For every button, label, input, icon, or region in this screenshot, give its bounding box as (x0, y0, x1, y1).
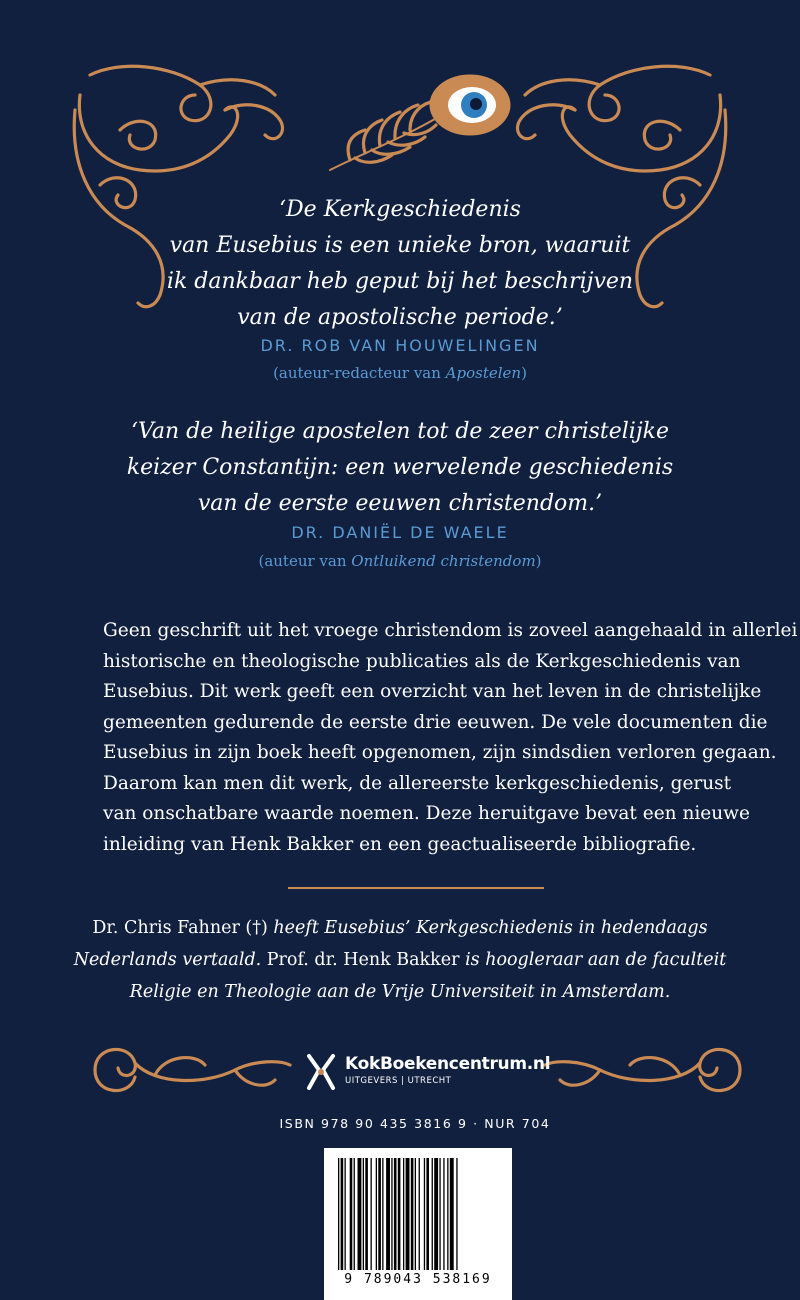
quote-1-line: van de apostolische periode.’ (237, 305, 563, 330)
barcode-bar (382, 1158, 383, 1270)
barcode-bar (354, 1158, 355, 1270)
translator-bio (0, 912, 800, 1008)
barcode-bar (426, 1158, 429, 1270)
barcode-bar (411, 1158, 414, 1270)
barcode (324, 1148, 512, 1300)
barcode-bars (338, 1158, 504, 1270)
barcode-bar (434, 1158, 438, 1270)
barcode-bar (358, 1158, 362, 1270)
isbn-line: ISBN 978 90 435 3816 9 · NUR 704 (279, 1116, 551, 1131)
bio-line (0, 944, 800, 976)
barcode-bar (398, 1158, 401, 1270)
quote-1-line: van Eusebius is een unieke bron, waaruit (169, 233, 631, 258)
barcode-bar (363, 1158, 364, 1270)
barcode-bar (376, 1158, 377, 1270)
role-prefix: (auteur-redacteur van (273, 364, 446, 382)
description-line: gemeenten gedurende de eerste drie eeuwen. De vele documenten die (103, 711, 768, 733)
quote-1 (0, 192, 800, 336)
bio-text-italic: Religie en Theologie aan de Vrije Universiteit in Amsterdam. (129, 982, 671, 1002)
quote-2-role (0, 552, 800, 570)
flourish-ornament-bottom-left (85, 1035, 295, 1105)
bio-line (0, 976, 800, 1008)
barcode-bar (403, 1158, 404, 1270)
bio-text: Prof. dr. Henk Bakker (261, 950, 466, 970)
barcode-bar (432, 1158, 433, 1270)
quote-2-line: ‘Van de heilige apostelen tot de zeer christelijke (130, 419, 670, 444)
description-line: van onschatbare waarde noemen. Deze heruitgave bevat een nieuwe (103, 803, 750, 824)
barcode-bar (341, 1158, 344, 1270)
quote-2 (0, 414, 800, 522)
barcode-bar (456, 1158, 457, 1270)
barcode-bar (419, 1158, 420, 1270)
description-line: Eusebius. Dit werk geeft een overzicht van het leven in de christelijke (103, 681, 762, 702)
role-suffix: ) (535, 552, 542, 570)
role-title: Ontluikend christendom (351, 552, 536, 570)
quote-2-author: DR. DANIËL DE WAELE (291, 523, 509, 542)
barcode-bar (450, 1158, 454, 1270)
role-suffix: ) (521, 364, 527, 382)
description-line: Daarom kan men dit werk, de allereerste kerkgeschiedenis, gerust (103, 772, 732, 794)
publisher-logo-icon (303, 1052, 339, 1092)
quote-1-line: ik dankbaar heb geput bij het beschrijven (166, 269, 634, 294)
barcode-bar (365, 1158, 368, 1270)
quote-2-line: keizer Constantijn: een wervelende geschiedenis (126, 455, 674, 480)
barcode-bar (338, 1158, 339, 1270)
description-line: historische en theologische publicaties als de Kerkgeschiedenis van (103, 650, 741, 672)
bio-text-italic: heeft Eusebius’ Kerkgeschiedenis in hedendaags (273, 918, 708, 938)
barcode-bar (447, 1158, 448, 1270)
barcode-bar (439, 1158, 440, 1270)
publisher-name: KokBoekencentrum.nl (345, 1054, 551, 1074)
bio-text: Dr. Chris Fahner (†) (92, 918, 274, 938)
barcode-bar (345, 1158, 346, 1270)
barcode-bar (443, 1158, 444, 1270)
publisher-subtitle: UITGEVERS | UTRECHT (345, 1076, 452, 1086)
divider-rule (288, 887, 544, 889)
description-paragraph (103, 616, 798, 860)
barcode-bar (378, 1158, 381, 1270)
barcode-bar (424, 1158, 425, 1270)
barcode-bar (371, 1158, 372, 1270)
bio-text-italic: Nederlands vertaald. (73, 950, 262, 970)
barcode-bar (415, 1158, 416, 1270)
quote-1-author: DR. ROB VAN HOUWELINGEN (260, 336, 540, 355)
description-line: Eusebius in zijn boek heeft opgenomen, zijn sindsdien verloren gegaan. (103, 742, 777, 763)
bio-line (0, 912, 800, 944)
barcode-bar (350, 1158, 353, 1270)
peacock-feather-icon (320, 65, 520, 185)
barcode-bar (406, 1158, 410, 1270)
role-prefix: (auteur van (258, 552, 352, 570)
flourish-ornament-bottom-right (540, 1035, 750, 1105)
barcode-bar (386, 1158, 390, 1270)
barcode-bar (394, 1158, 397, 1270)
bio-text-italic: is hoogleraar aan de faculteit (465, 950, 727, 970)
quote-1-role (0, 364, 800, 382)
barcode-number: 9 789043 538169 (344, 1272, 492, 1287)
publisher-logo (303, 1052, 551, 1092)
quote-2-line: van de eerste eeuwen christendom.’ (197, 491, 603, 516)
role-title: Apostelen (445, 364, 522, 382)
description-line: inleiding van Henk Bakker en een geactualiseerde bibliografie. (103, 833, 697, 855)
barcode-bar (391, 1158, 392, 1270)
quote-1-line: ‘De Kerkgeschiedenis (279, 197, 521, 222)
description-line: Geen geschrift uit het vroege christendom is zoveel aangehaald in allerlei (103, 620, 798, 641)
